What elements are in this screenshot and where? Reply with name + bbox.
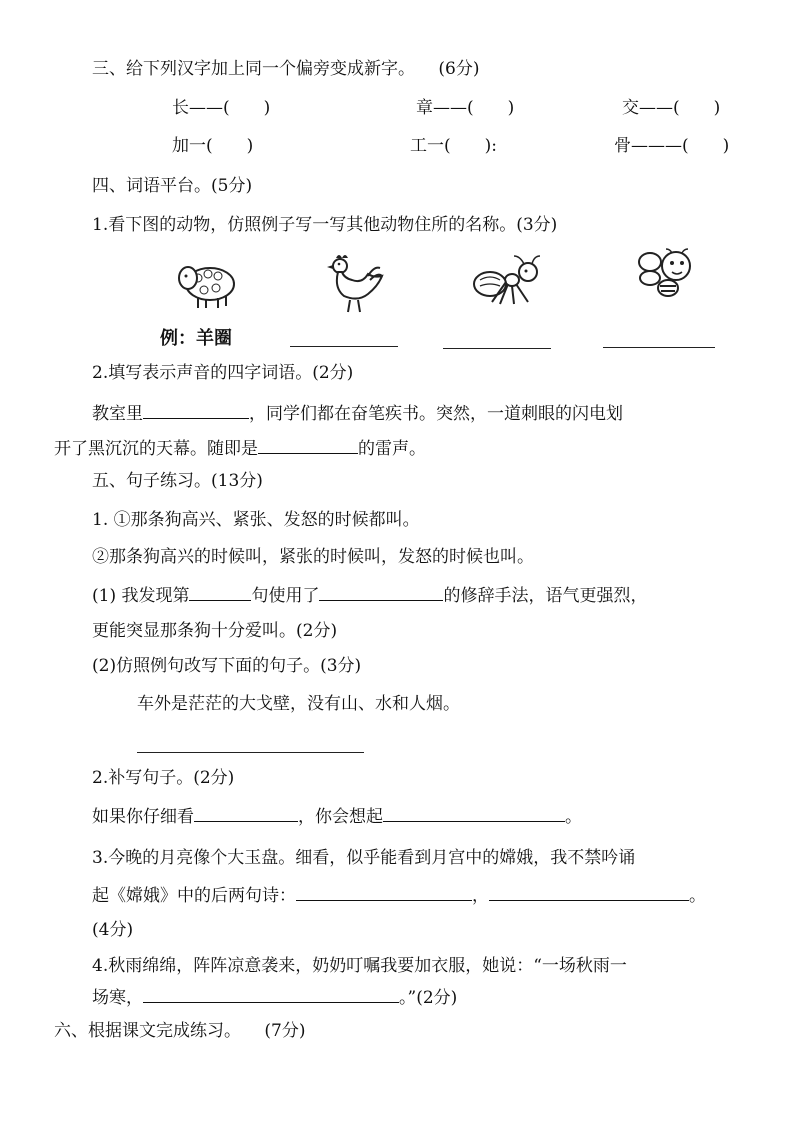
section-6-title: 六、根据课文完成练习。 (7分) (54, 1021, 306, 1041)
radical-item-2: 章——( ) (416, 98, 515, 118)
example-label: 例：羊圈 (160, 328, 232, 349)
bee-icon (636, 248, 698, 300)
rooster-icon (324, 250, 384, 314)
question-5-4-line-2: 场寒， 。”(2分) (92, 988, 458, 1008)
question-4-2-line-2: 开了黑沉沉的天幕。随即是 的雷声。 (54, 439, 426, 459)
answer-line-rewrite[interactable] (137, 752, 364, 753)
blank-sound-2[interactable] (258, 437, 358, 454)
question-5-1-2: (2)仿照例句改写下面的句子。(3分) (92, 656, 362, 676)
blank-poem-line-2[interactable] (489, 884, 689, 901)
question-5-4-line-1: 4.秋雨绵绵，阵阵凉意袭来，奶奶叮嘱我要加衣服，她说：“一场秋雨一 (92, 956, 627, 976)
blank-look[interactable] (194, 805, 298, 822)
blank-proverb[interactable] (143, 986, 399, 1003)
radical-item-4: 加一( ) (172, 136, 254, 156)
radical-item-6: 骨———( ) (614, 136, 730, 156)
radical-item-3: 交——( ) (622, 98, 721, 118)
blank-poem-line-1[interactable] (296, 884, 472, 901)
section-5-title: 五、句子练习。(13分) (92, 471, 263, 491)
ant-icon (470, 254, 542, 308)
question-4-1: 1.看下图的动物，仿照例子写一写其他动物住所的名称。(3分) (92, 215, 558, 235)
question-5-2: 2.补写句子。(2分) (92, 768, 235, 788)
sheep-icon (176, 258, 238, 310)
question-5-3-line-2: 起《嫦娥》中的后两句诗： ， 。 (92, 886, 706, 906)
question-5-1-1: (1) 我发现第 句使用了 的修辞手法，语气更强烈， (92, 586, 648, 606)
section-6-score: (7分) (264, 1021, 306, 1041)
blank-recall[interactable] (383, 805, 565, 822)
answer-line-rooster[interactable] (290, 346, 398, 347)
question-5-3-score: (4分) (92, 920, 134, 940)
question-4-2-line-1: 教室里 ，同学们都在奋笔疾书。突然，一道刺眼的闪电划 (92, 404, 623, 424)
radical-item-1: 长——( ) (172, 98, 271, 118)
example-sentence: 车外是茫茫的大戈壁，没有山、水和人烟。 (137, 694, 460, 714)
question-5-2-line: 如果你仔细看 ，你会想起 。 (92, 807, 582, 827)
section-3-title: 三、给下列汉字加上同一个偏旁变成新字。 (6分) (92, 59, 480, 79)
section-3-score: (6分) (438, 59, 480, 79)
section-4-title: 四、词语平台。(5分) (92, 176, 253, 196)
sentence-2: ②那条狗高兴的时候叫，紧张的时候叫，发怒的时候也叫。 (92, 547, 534, 567)
question-5-3-line-1: 3.今晚的月亮像个大玉盘。细看，似乎能看到月宫中的嫦娥，我不禁吟诵 (92, 848, 636, 868)
answer-line-bee[interactable] (603, 347, 715, 348)
answer-line-ant[interactable] (443, 348, 551, 349)
radical-item-5: 工一( ): (410, 136, 497, 156)
blank-sentence-number[interactable] (189, 584, 251, 601)
question-4-2: 2.填写表示声音的四字词语。(2分) (92, 363, 354, 383)
sentence-1: 1. ①那条狗高兴、紧张、发怒的时候都叫。 (92, 510, 420, 530)
question-5-1-1-cont: 更能突显那条狗十分爱叫。(2分) (92, 621, 338, 641)
blank-rhetoric[interactable] (319, 584, 443, 601)
blank-sound-1[interactable] (143, 402, 249, 419)
